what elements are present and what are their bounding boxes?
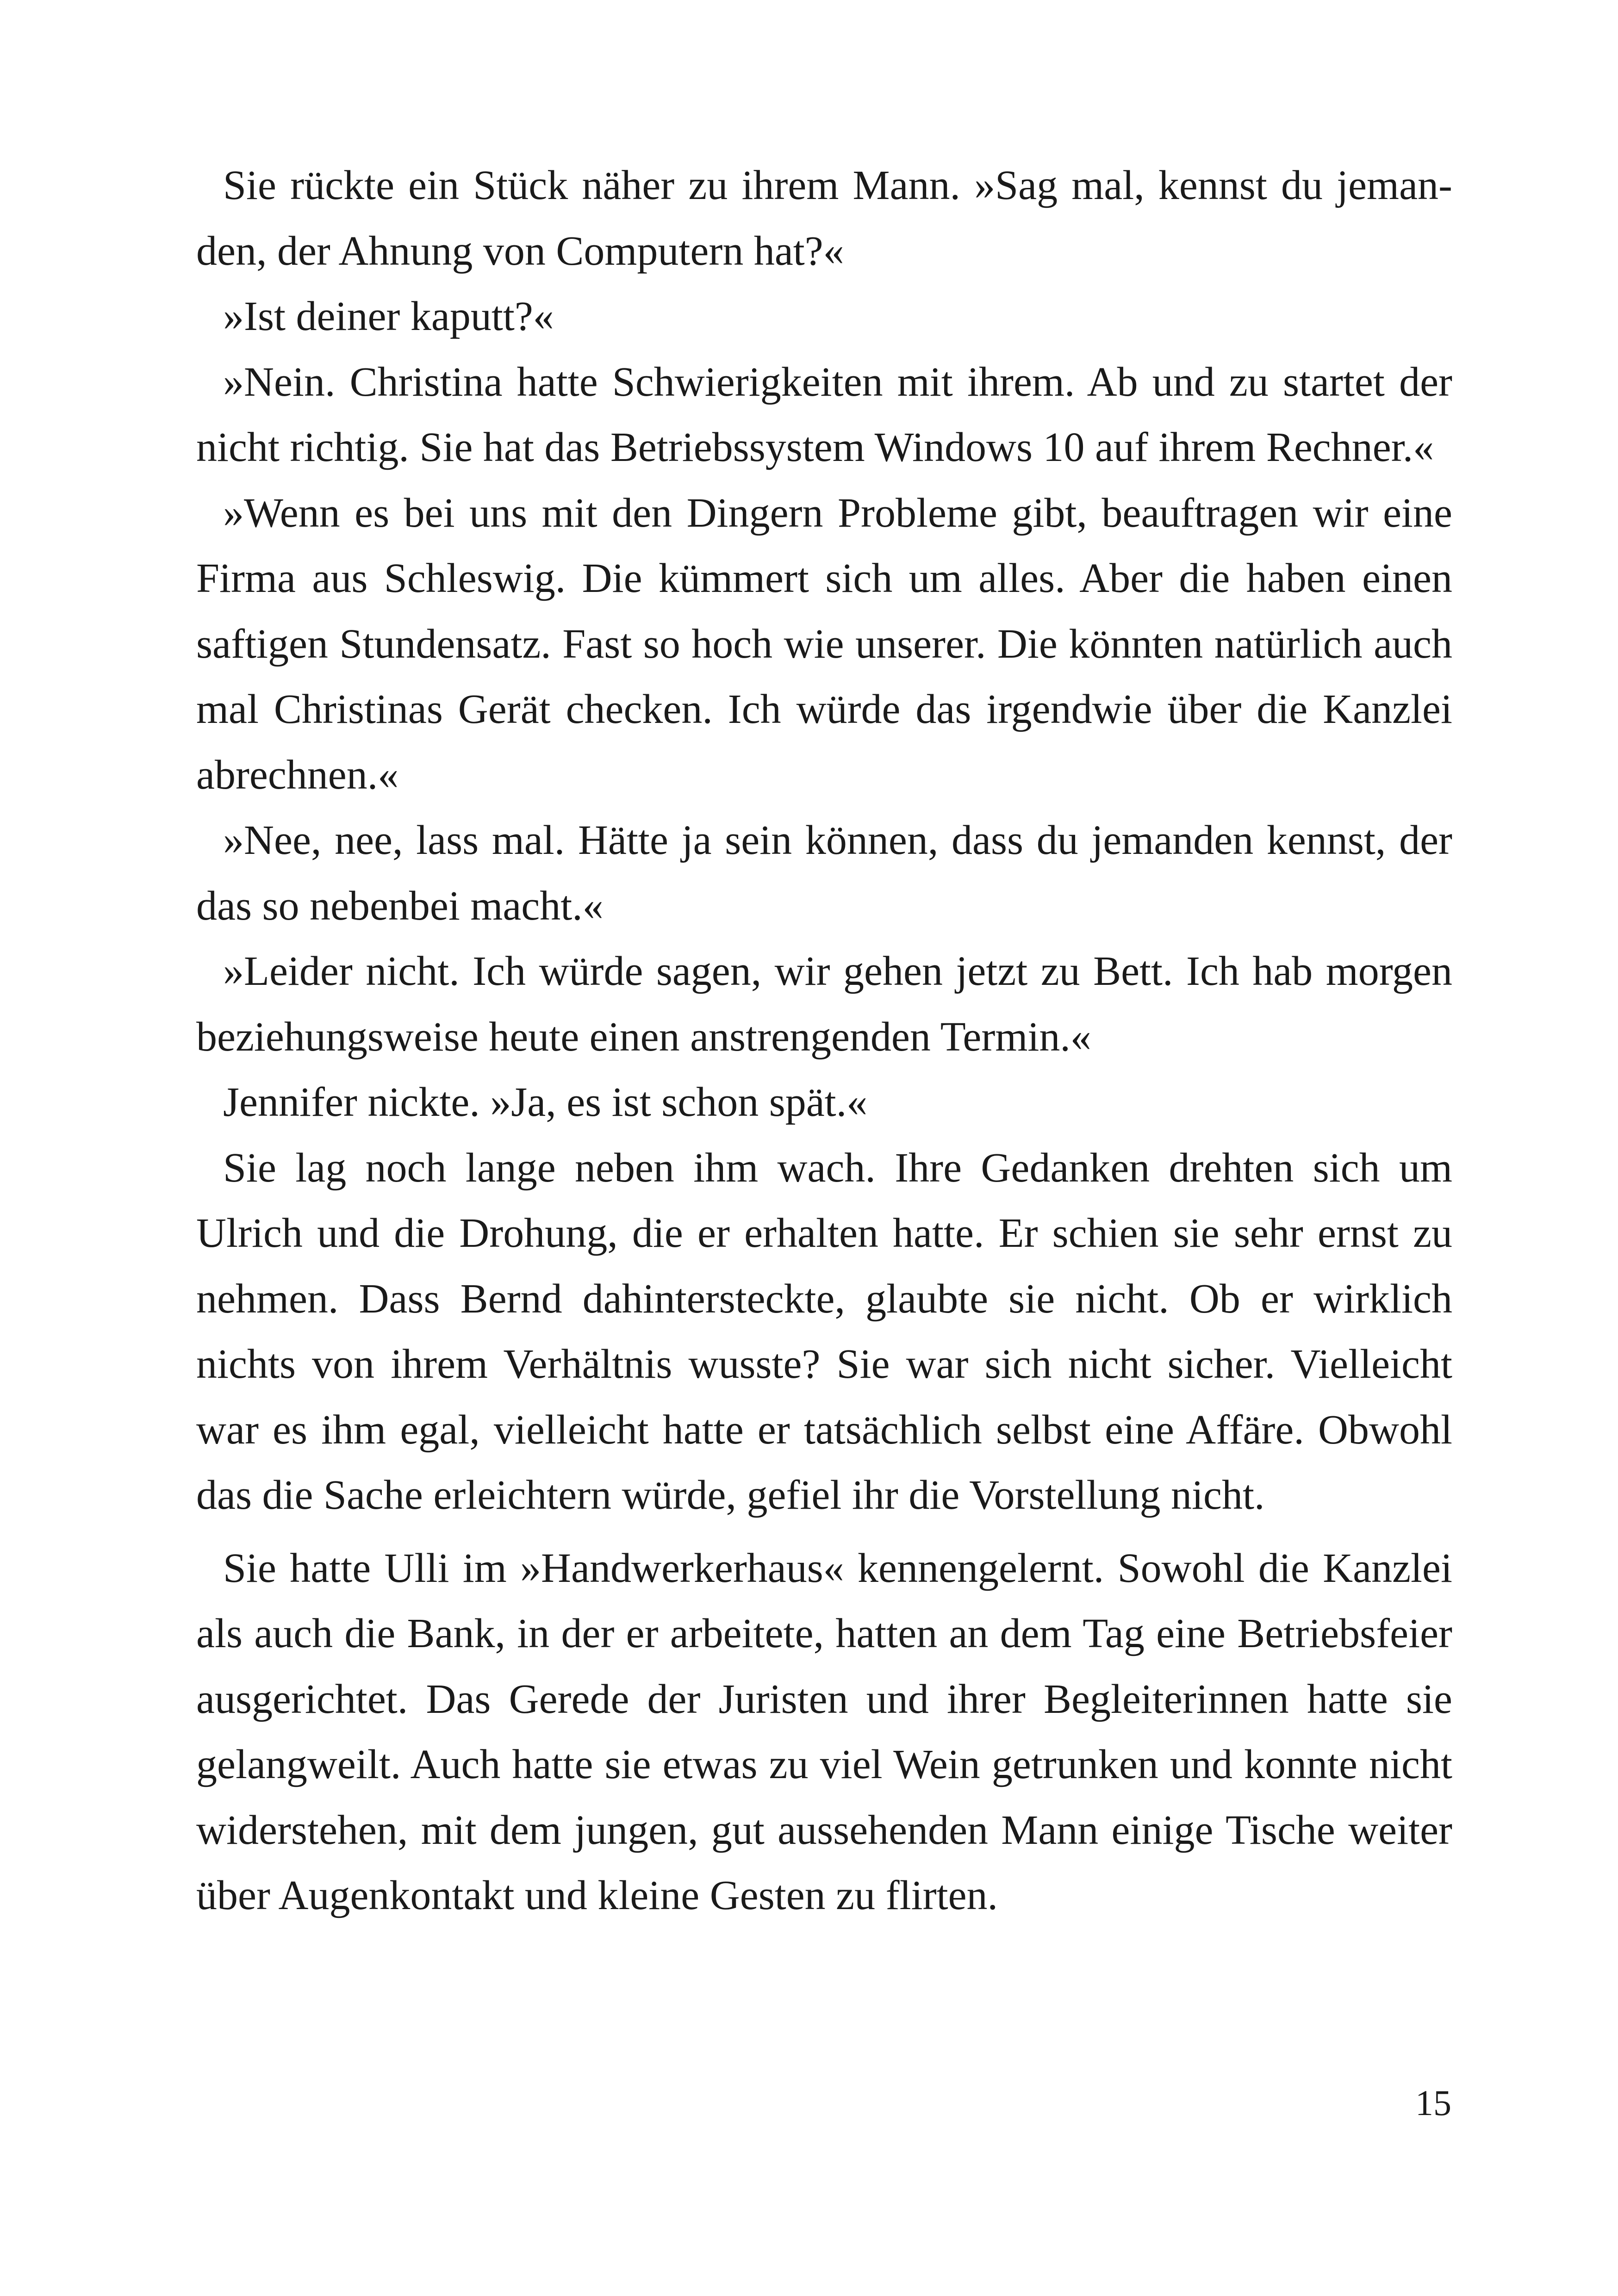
body-text — [196, 153, 1452, 1929]
paragraph-8: Sie lag noch lange neben ihm wach. Ihre Gedanken drehten sich um Ulrich und die Drohung, die er erhalten hatte. Er schien sie sehr ernst zu nehmen. Dass Bernd dahintersteckte, glaubte sie nicht. Ob er wirklich nichts von ihrem Verhältnis wusste? Sie war sich nicht sicher. Vielleicht war es ihm egal, vielleicht hatte er tatsächlich selbst eine Affäre. Obwohl das die Sache erleichtern würde, gefiel ihr die Vorstellung nicht. — [196, 1145, 1452, 1518]
paragraph-1: Sie rückte ein Stück näher zu ihrem Mann. »Sag mal, kennst du jemanden, der Ahnung von Computern hat?« — [196, 162, 1452, 274]
paragraph-4: »Wenn es bei uns mit den Dingern Probleme gibt, beauftragen wir eine Firma aus Schleswig. Die kümmert sich um alles. Aber die haben einen saftigen Stundensatz. Fast so hoch wie unserer. Die könnten natürlich auch mal Christinas Gerät checken. Ich würde das irgendwie über die Kanzlei abrechnen.« — [196, 490, 1452, 798]
paragraph-6: »Leider nicht. Ich würde sagen, wir gehen jetzt zu Bett. Ich hab morgen beziehungsweise heute einen anstrengenden Termin.« — [196, 948, 1452, 1060]
paragraph-gap — [196, 1528, 1452, 1536]
page-number: 15 — [1415, 2083, 1451, 2123]
paragraph-2: »Ist deiner kaputt?« — [223, 293, 554, 339]
paragraph-3: »Nein. Christina hatte Schwierigkeiten mit ihrem. Ab und zu startet der nicht richtig. Sie hat das Betriebssystem Windows 10 auf ihrem Rechner.« — [196, 359, 1452, 470]
paragraph-7: Jennifer nickte. »Ja, es ist schon spät.« — [223, 1079, 868, 1125]
paragraph-9: Sie hatte Ulli im »Handwerkerhaus« kennengelernt. Sowohl die Kanzlei als auch die Bank, in der er arbeitete, hatten an dem Tag eine Betriebsfeier ausgerichtet. Das Gerede der Juristen und ihrer Begleiterinnen hatte sie gelangweilt. Auch hatte sie etwas zu viel Wein getrunken und konnte nicht widerstehen, mit dem jungen, gut aussehenden Mann einige Tische weiter über Augenkontakt und kleine Gesten zu flirten. — [196, 1545, 1452, 1918]
paragraph-5: »Nee, nee, lass mal. Hätte ja sein können, dass du jemanden kennst, der das so nebenbei macht.« — [196, 817, 1452, 929]
